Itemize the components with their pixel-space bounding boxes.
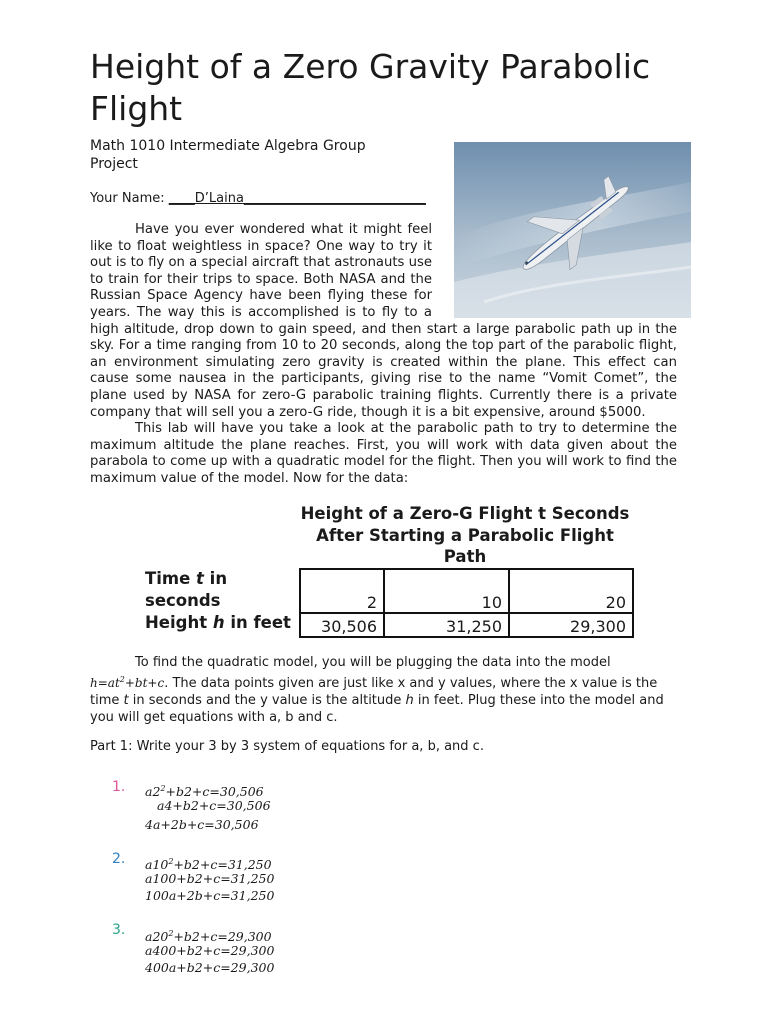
instructions-text (90, 654, 677, 726)
name-line (90, 190, 426, 208)
height-row-label: Height h in feet (145, 613, 291, 632)
model-formula: $h=at^2+bt+c$ (90, 675, 165, 690)
equation-line: $a2^2+b2+c=30,506$ (145, 784, 264, 800)
equation-line: 400a+b2+c=29,300 (145, 960, 275, 975)
equation-line: a100+b2+c=31,250 (145, 871, 275, 886)
table-cell: 31,250 (384, 613, 509, 637)
data-table (299, 568, 634, 638)
equation-line: $a10^2+b2+c=31,250$ (145, 857, 272, 873)
intro-paragraph-1: Have you ever wondered what it might feel like to float weightless in space? One way to try it out is to fly on a special aircraft that astronauts use to train for their trips to space. Both NASA and the Russian Space Agency have been flying these for years. The way this is accomplished is to fly to a high altitude, drop down to gain speed, and then start a large parabolic path up in the sky. For a time ranging from 10 to 20 seconds, along the top part of the parabolic flight, an environment simulating zero gravity is created within the plane. This effect can cause some nausea in the participants, giving rise to the name “Vomit Comet”, the plane used by NASA for zero-G parabolic training flights. Currently there is a private company that will sell you a zero-G ride, though it is a bit expensive, around $5000. (90, 222, 677, 420)
table-title: Height of a Zero-G Flight t Seconds After Starting a Parabolic Flight Path (300, 504, 630, 566)
page-title: Height of a Zero Gravity Parabolic Flight (90, 47, 651, 128)
table-cell: 10 (384, 569, 509, 613)
table-row (300, 569, 633, 613)
table-cell: 20 (509, 569, 633, 613)
time-row-label: Time t in seconds (145, 569, 228, 610)
part1-prompt: Part 1: Write your 3 by 3 system of equations for a, b, and c. (90, 739, 484, 754)
instructions-body: $h=at^2+bt+c$. The data points given are just like x and y values, where the x value is the time t in seconds and the y value is the altitude h in feet. Plug these into the model and you will get equations with a, b and c. (90, 675, 664, 725)
list-number-1: 1. (112, 779, 126, 795)
intro-paragraph-2: This lab will have you take a look at the parabolic path to try to determine the maximum altitude the plane reaches. First, you will work with data given about the parabola to come up with a quadratic model for the flight. Then you will work to find the maximum value of the model. Now for the data: (90, 421, 677, 486)
equation-line: 4a+2b+c=30,506 (145, 817, 259, 832)
instructions-line: To find the quadratic model, you will be plugging the data into the model (135, 655, 611, 670)
equation-line: $a20^2+b2+c=29,300$ (145, 929, 272, 945)
intro-text (90, 222, 677, 488)
list-number-3: 3. (112, 922, 126, 938)
list-number-2: 2. (112, 851, 126, 867)
equation-line: a4+b2+c=30,506 (157, 798, 271, 813)
table-cell: 30,506 (300, 613, 384, 637)
course-subtitle: Math 1010 Intermediate Algebra Group Project (90, 138, 366, 172)
name-label: Your Name: (90, 191, 165, 206)
table-row (300, 613, 633, 637)
name-value: ____D’Laina____________________________ (168, 191, 426, 206)
equation-line: 100a+2b+c=31,250 (145, 888, 275, 903)
equation-line: a400+b2+c=29,300 (145, 943, 275, 958)
table-cell: 2 (300, 569, 384, 613)
table-cell: 29,300 (509, 613, 633, 637)
